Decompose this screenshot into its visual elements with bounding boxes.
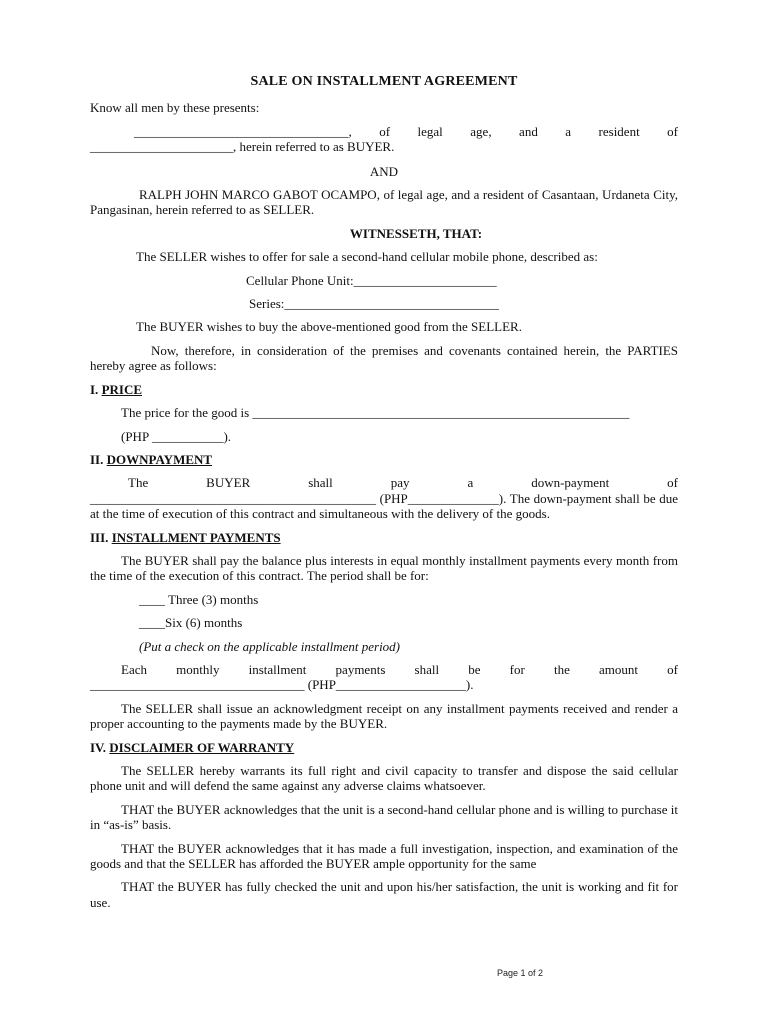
section-2-heading xyxy=(90,452,678,467)
document-body xyxy=(90,74,678,910)
price-blank: __________________________________________________________ xyxy=(252,405,630,421)
buyer-resident-text: , of legal age, and a resident of xyxy=(348,123,678,139)
check-note: (Put a check on the applicable installment period) xyxy=(139,638,401,654)
section-1-heading xyxy=(90,382,678,397)
installment-paragraph: The BUYER shall pay the balance plus interests in equal monthly installment payments every month from the time of the execution of this contract. The period shall be for: xyxy=(90,552,678,584)
section-4-heading xyxy=(90,740,678,755)
second-hand-paragraph: THAT the BUYER acknowledges that the unit is a second-hand cellular phone and is willing to purchase it in “as-is” basis. xyxy=(90,801,678,833)
warrant-paragraph: The SELLER hereby warrants its full right and civil capacity to transfer and dispose the said cellular phone unit and will defend the same against any adverse claims whatsoever. xyxy=(90,763,678,794)
section-1-number: I. xyxy=(90,381,99,397)
option-six-months: ____Six (6) months xyxy=(139,615,243,631)
downpayment-paragraph: ____________________________________________ (PHP______________). The down-payment shall be due at the time of execution of this contract and simultaneous with the delivery of the goods. xyxy=(90,490,678,522)
unit-label: Cellular Phone Unit: xyxy=(246,272,354,288)
php-price-line: (PHP ___________). xyxy=(121,428,232,444)
page-number: Page 1 of 2 xyxy=(497,968,544,978)
and-divider: AND xyxy=(369,163,399,179)
buyer-paragraph xyxy=(90,124,678,139)
intro-line: Know all men by these presents: xyxy=(90,100,260,116)
series-line xyxy=(90,296,678,311)
section-2-number: II. xyxy=(90,451,104,467)
investigation-paragraph: THAT the BUYER acknowledges that it has made a full investigation, inspection, and examination of the goods and that the SELLER has afforded the BUYER ample opportunity for the same xyxy=(90,840,678,872)
buyer-address-blank: ______________________ xyxy=(90,139,233,155)
section-1-title: PRICE xyxy=(101,381,143,397)
document-title: SALE ON INSTALLMENT AGREEMENT xyxy=(250,74,518,89)
unit-line xyxy=(90,273,678,288)
section-3-title: INSTALLMENT PAYMENTS xyxy=(111,529,281,545)
seller-paragraph: RALPH JOHN MARCO GABOT OCAMPO, of legal age, and a resident of Casantaan, Urdaneta City, Pangasinan, herein referred to as SELLER. xyxy=(90,187,678,218)
unit-blank: ______________________ xyxy=(353,272,497,288)
checked-paragraph: THAT the BUYER has fully checked the unit and upon his/her satisfaction, the unit is working and fit for use. xyxy=(90,879,678,910)
section-2-title: DOWNPAYMENT xyxy=(106,451,213,467)
seller-offer-paragraph: The SELLER wishes to offer for sale a second-hand cellular mobile phone, described as: xyxy=(136,249,598,265)
buyer-name-blank: _________________________________ xyxy=(134,123,349,139)
buyer-wishes-paragraph: The BUYER wishes to buy the above-mentioned good from the SELLER. xyxy=(136,319,522,335)
series-blank: _________________________________ xyxy=(284,296,499,312)
witnesseth-heading: WITNESSETH, THAT: xyxy=(349,225,483,241)
buyer-line-2 xyxy=(90,139,678,154)
receipt-paragraph: The SELLER shall issue an acknowledgment receipt on any installment payments received and render a proper accounting to the payments made by the BUYER. xyxy=(90,700,678,732)
downpayment-line-1: The BUYER shall pay a down-payment of xyxy=(128,475,678,491)
price-text: The price for the good is xyxy=(121,405,250,421)
buyer-line-1 xyxy=(134,124,678,139)
section-3-number: III. xyxy=(90,529,109,545)
each-monthly-line-1: Each monthly installment payments shall be for the amount of xyxy=(121,661,678,677)
price-line xyxy=(90,405,678,420)
option-three-months: ____ Three (3) months xyxy=(139,591,259,607)
series-label: Series: xyxy=(249,296,285,312)
buyer-referred-text: , herein referred to as BUYER. xyxy=(233,139,395,155)
now-therefore-paragraph: Now, therefore, in consideration of the premises and covenants contained herein, the PARTIES hereby agree as follows: xyxy=(90,342,678,374)
section-3-heading xyxy=(90,530,678,545)
section-4-title: DISCLAIMER OF WARRANTY xyxy=(109,739,295,755)
section-4-number: IV. xyxy=(90,739,107,755)
each-monthly-line-2: _________________________________ (PHP____________________). xyxy=(90,677,474,693)
